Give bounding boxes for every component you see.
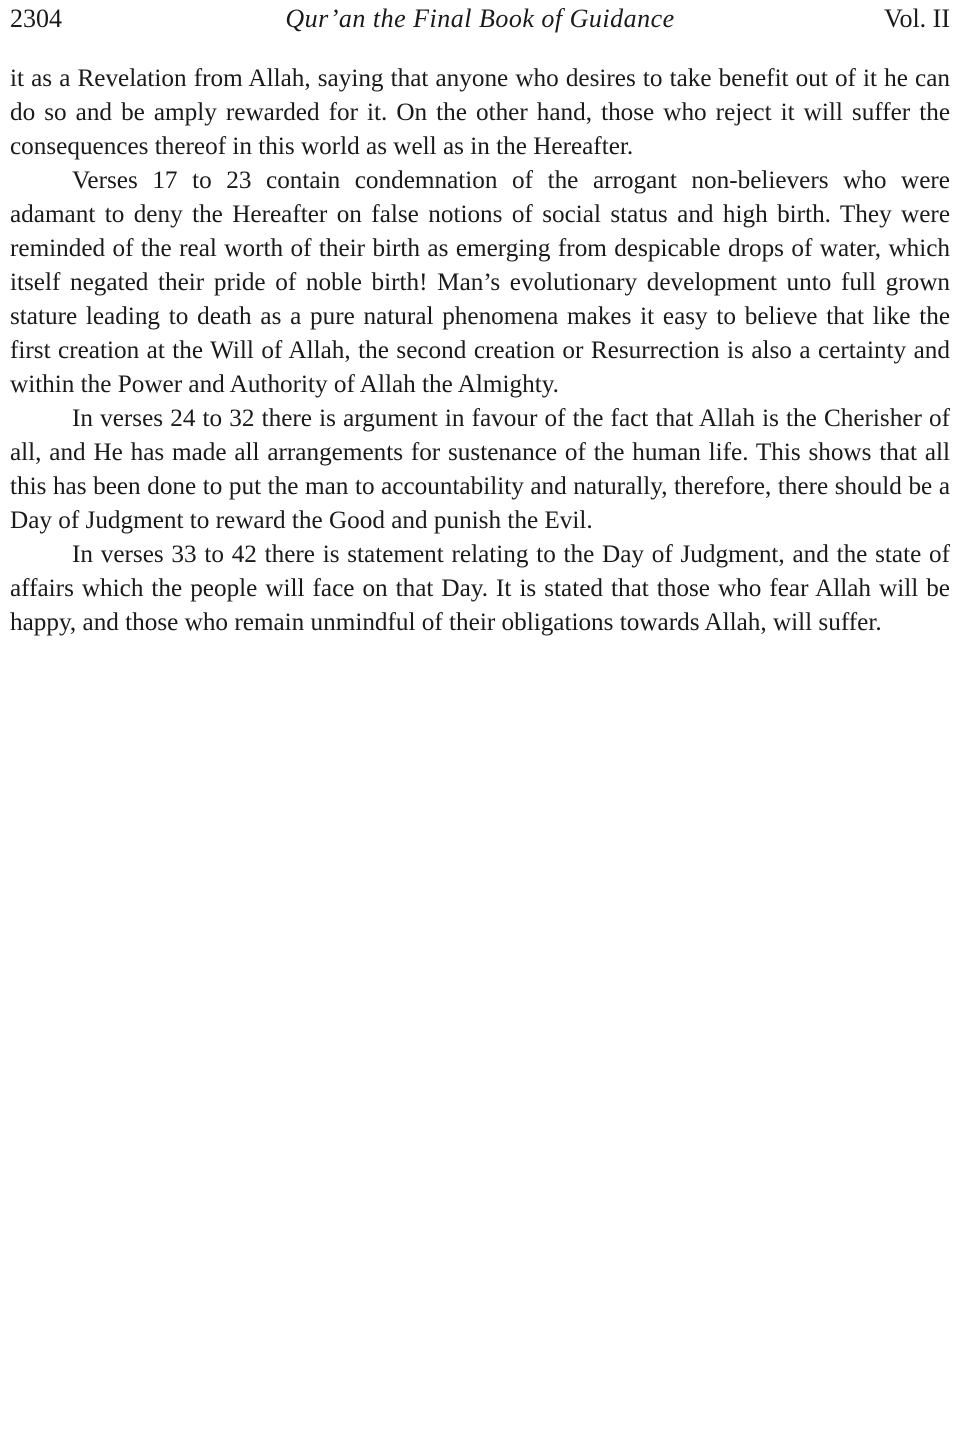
book-title: Qur’an the Final Book of Guidance (285, 4, 675, 33)
paragraph-verses-33-42: In verses 33 to 42 there is statement relating to the Day of Judgment, and the state of affairs which the people will face on that Day. It is stated that those who fear Allah will be happy, and those who remain unmindful of their obligations towards Allah, will suffer. (10, 541, 950, 636)
page-number: 2304 (10, 4, 62, 33)
paragraph-verses-17-23: Verses 17 to 23 contain condemnation of the arrogant non-believers who were adamant to deny the Hereafter on false notions of social status and high birth. They were reminded of the real worth of their birth as emerging from despicable drops of water, which itself negated their pride of noble birth! Man’s evolutionary development unto full grown stature leading to death as a pure natural phenomena makes it easy to believe that like the first creation at the Will of Allah, the second creation or Resurrection is also a certainty and within the Power and Authority of Allah the Almighty. (10, 167, 950, 398)
paragraph-continuation: it as a Revelation from Allah, saying that anyone who desires to take benefit out of it he can do so and be amply rewarded for it. On the other hand, those who reject it will suffer the consequences thereof in this world as well as in the Hereafter. (10, 65, 950, 160)
running-head (10, 2, 950, 36)
body-text (10, 62, 950, 640)
volume-label: Vol. II (884, 4, 950, 33)
paragraph-verses-24-32: In verses 24 to 32 there is argument in favour of the fact that Allah is the Cherisher of all, and He has made all arrangements for sustenance of the human life. This shows that all this has been done to put the man to accountability and naturally, therefore, there should be a Day of Judgment to reward the Good and punish the Evil. (10, 405, 950, 534)
